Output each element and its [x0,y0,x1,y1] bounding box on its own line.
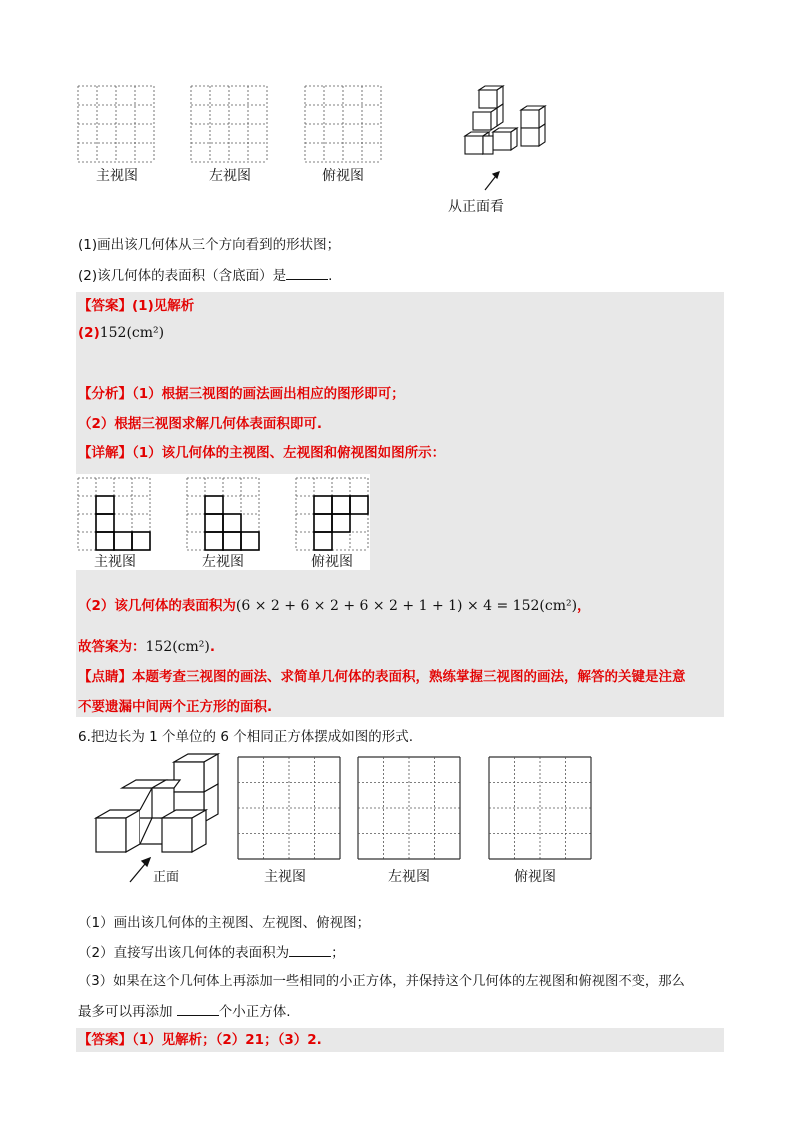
q5-answer-2-value: 152(cm²) [99,325,165,341]
q5-comment-line2: 不要遗漏中间两个正方形的面积. [78,699,273,715]
q5-detail-2-suffix: ， [577,598,591,614]
q5-grid-label-front: 主视图 [96,168,138,184]
q5-answer-tag: 【答案】 [78,298,132,314]
q5-analysis-tag: 【分析】 [78,386,132,402]
q6-grid-label-top: 俯视图 [514,869,556,885]
q5-answer-2-prefix: (2) [78,325,100,341]
q6-grid-label-left: 左视图 [388,869,430,885]
q5-conclusion-value: 152(cm²) [145,639,210,655]
q5-part2-text: (2)该几何体的表面积（含底面）是 [78,268,287,284]
q5-conclusion-suffix: . [209,639,216,655]
q5-comment-tag: 【点睛】 [78,669,132,685]
q5-part2-blank [286,279,328,280]
q6-part1: （1）画出该几何体的主视图、左视图、俯视图； [78,915,371,931]
q5-conclusion-prefix: 故答案为： [78,639,146,655]
q6-answer-tag: 【答案】 [78,1032,132,1048]
q5-conclusion [78,637,215,657]
q5-detail-line1 [78,443,445,463]
q6-part3-suffix: 个小正方体. [218,1004,291,1020]
q6-answer-text: （1）见解析；（2）21；（3）2. [132,1032,322,1048]
q5-detail-2-formula: (6 × 2 + 6 × 2 + 6 × 2 + 1 + 1) × 4 = 152(cm²) [235,598,578,614]
q5-solution-grids [0,470,800,590]
q6-part3-blank [177,1015,219,1016]
q5-solution-label-left: 左视图 [202,554,244,570]
q5-grid-label-left: 左视图 [209,168,251,184]
q6-stem: 6.把边长为 1 个单位的 6 个相同正方体摆成如图的形式. [78,729,414,745]
q5-grid-top [305,86,381,162]
q6-part3-line2 [78,1002,291,1022]
q5-cube-arrow-label: 从正面看 [448,199,504,215]
q5-solution-label-top: 俯视图 [311,554,353,570]
q5-grid-front [78,86,154,162]
q5-comment-line1 [78,667,686,687]
q5-detail-2-prefix: （2）该几何体的表面积为 [78,598,236,614]
q5-solution-label-front: 主视图 [94,554,136,570]
q6-part2-suffix: ； [331,945,345,961]
q5-analysis-1: （1）根据三视图的画法画出相应的图形即可； [132,386,405,402]
q5-answer-2-line [78,323,164,343]
q5-detail-tag: 【详解】 [78,445,132,461]
q5-answer-line [78,296,194,316]
q5-analysis-line1 [78,384,405,404]
q5-analysis-line2: （2）根据三视图求解几何体表面积即可. [78,416,323,432]
q5-answer-1: (1)见解析 [132,298,195,314]
q5-grid-left [191,86,267,162]
q6-grid-top [489,757,591,859]
q6-grid-left [358,757,460,859]
q6-part3-text: 最多可以再添加 [78,1004,177,1020]
q5-detail-1: （1）该几何体的主视图、左视图和俯视图如图所示： [132,445,446,461]
q6-part3-line1: （3）如果在这个几何体上再添加一些相同的小正方体，并保持这个几何体的左视图和俯视图不变，那么 [78,974,685,989]
q5-detail-line2 [78,596,591,616]
q6-part2-blank [289,956,331,957]
q5-cube-figure [455,80,575,190]
q6-grid-front [238,757,340,859]
q5-grid-label-top: 俯视图 [322,168,364,184]
q5-part2 [78,266,332,286]
q6-front-label: 正面 [153,870,180,885]
q5-part1: (1)画出该几何体从三个方向看到的形状图； [78,237,341,253]
q6-answer-line [78,1030,322,1050]
q5-comment-1: 本题考查三视图的画法、求简单几何体的表面积，熟练掌握三视图的画法，解答的关键是注意 [132,669,686,685]
q6-grid-label-front: 主视图 [264,869,306,885]
q5-part2-suffix: . [328,268,333,284]
q6-part2 [78,943,345,963]
q6-part2-text: （2）直接写出该几何体的表面积为 [78,945,290,961]
